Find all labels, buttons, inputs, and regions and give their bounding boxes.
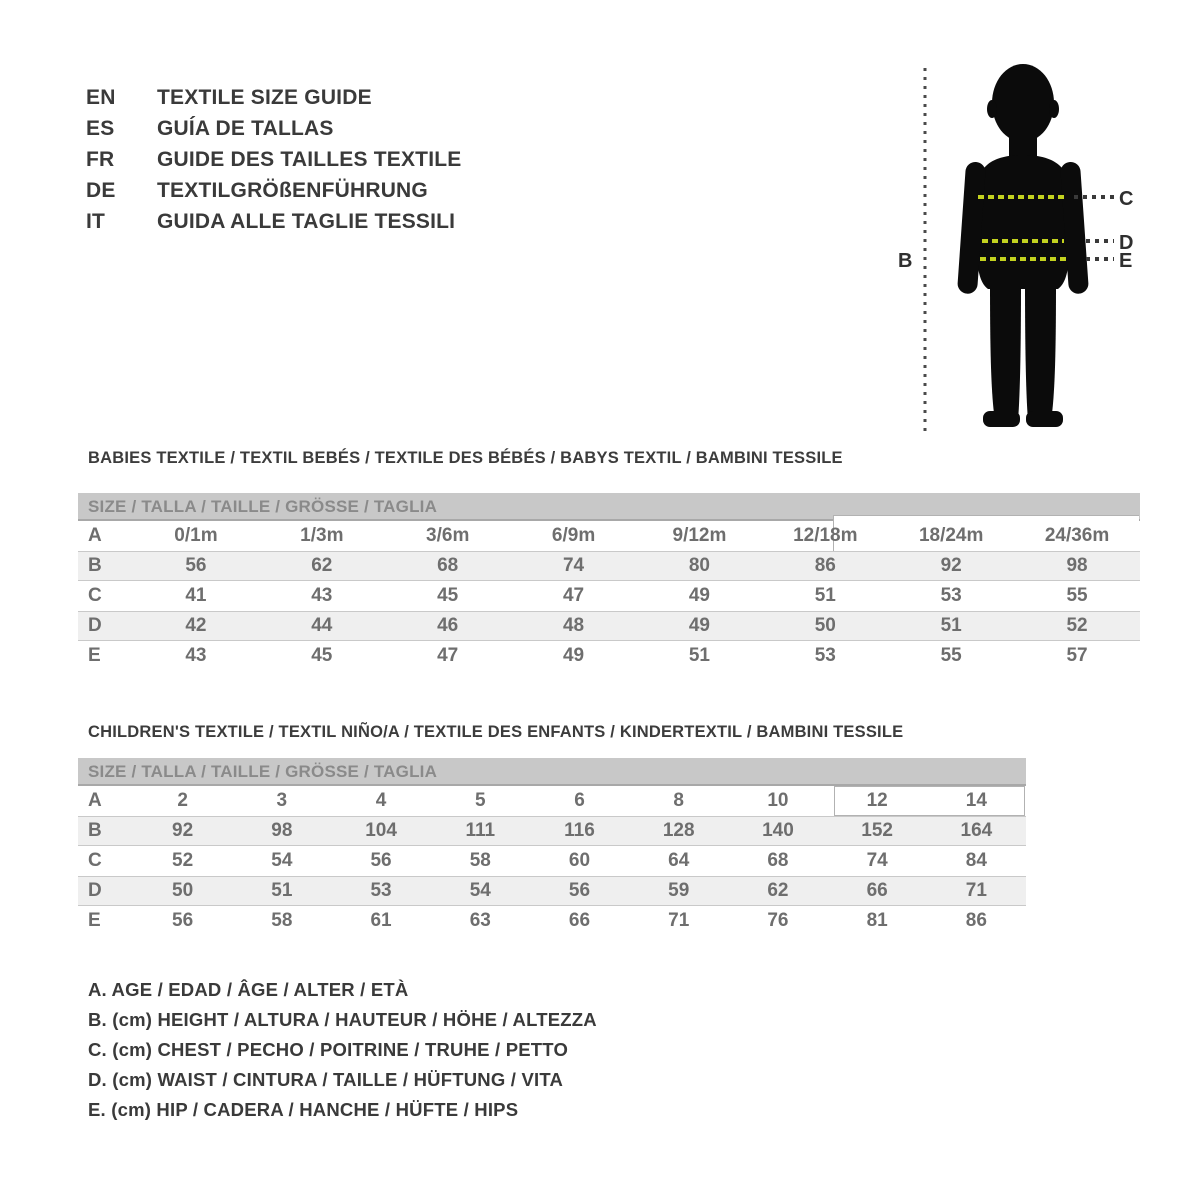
table-cell: 104 (365, 820, 397, 841)
table-cell: 58 (271, 910, 293, 931)
row-label: E (88, 645, 101, 666)
table-cell: 2 (177, 790, 188, 811)
table-cell: 52 (1066, 615, 1088, 636)
legend-line-waist: D. (cm) WAIST / CINTURA / TAILLE / HÜFTUNG / VITA (88, 1069, 564, 1090)
row-label: C (88, 850, 102, 871)
table-cell: 3/6m (426, 525, 470, 546)
language-code: EN (86, 85, 116, 109)
table-row (78, 816, 1026, 846)
row-label: B (88, 820, 102, 841)
children-size-table (78, 758, 1026, 936)
table-cell: 0/1m (174, 525, 218, 546)
table-cell: 56 (172, 910, 194, 931)
table-cell: 98 (1066, 555, 1088, 576)
table-cell: 51 (814, 585, 836, 606)
table-cell: 54 (469, 880, 491, 901)
table-cell: 54 (271, 850, 293, 871)
row-label: C (88, 585, 102, 606)
table-cell: 42 (185, 615, 207, 636)
language-row (86, 206, 461, 237)
table-cell: 6/9m (551, 525, 596, 546)
table-cell: 45 (311, 645, 333, 666)
babies-size-table (78, 493, 1140, 671)
language-row (86, 82, 461, 113)
language-code: DE (86, 178, 116, 202)
table-cell: 56 (185, 555, 207, 576)
language-title: GUIDE DES TAILLES TEXTILE (157, 147, 462, 171)
table-cell: 84 (965, 850, 987, 871)
table-row (78, 641, 1140, 671)
table-cell: 61 (370, 910, 392, 931)
table-cell: 62 (311, 555, 333, 576)
table-cell: 50 (172, 880, 194, 901)
table-cell: 92 (940, 555, 962, 576)
row-label: E (88, 910, 101, 931)
table-cell: 60 (568, 850, 591, 871)
babies-section-title: BABIES TEXTILE / TEXTIL BEBÉS / TEXTILE DES BÉBÉS / BABYS TEXTIL / BAMBINI TESSILE (88, 449, 843, 467)
language-code: IT (86, 209, 106, 233)
child-silhouette-figure (890, 55, 1150, 440)
table-cell: 63 (469, 910, 491, 931)
language-title: TEXTILE SIZE GUIDE (157, 85, 372, 109)
table-row (78, 846, 1026, 876)
table-cell: 50 (814, 615, 836, 636)
legend-line-height: B. (cm) HEIGHT / ALTURA / HAUTEUR / HÖHE / ALTEZZA (88, 1009, 597, 1030)
table-cell: 92 (172, 820, 194, 841)
size-header-band: SIZE / TALLA / TAILLE / GRÖSSE / TAGLIA (78, 758, 1026, 786)
table-cell: 47 (562, 585, 585, 606)
table-cell: 3 (276, 790, 288, 811)
table-cell: 24/36m (1044, 525, 1110, 546)
language-title-list (86, 82, 461, 237)
table-cell: 5 (474, 790, 486, 811)
table-cell: 6 (574, 790, 585, 811)
table-cell: 47 (437, 645, 459, 666)
table-cell: 116 (564, 820, 595, 841)
size-header-band: SIZE / TALLA / TAILLE / GRÖSSE / TAGLIA (78, 493, 1140, 521)
table-cell: 71 (965, 880, 987, 901)
language-row (86, 175, 461, 206)
table-cell: 49 (562, 645, 585, 666)
table-cell: 52 (172, 850, 194, 871)
table-cell: 86 (965, 910, 987, 931)
height-label: B (898, 250, 913, 272)
table-cell: 49 (688, 615, 710, 636)
table-cell: 12/18m (793, 525, 858, 546)
table-row (78, 876, 1026, 906)
language-title: GUÍA DE TALLAS (157, 116, 334, 140)
table-cell: 66 (866, 880, 888, 901)
table-cell: 41 (185, 585, 207, 606)
table-cell: 43 (185, 645, 207, 666)
table-cell: 152 (861, 820, 893, 841)
table-cell: 68 (767, 850, 789, 871)
table-cell: 8 (673, 790, 684, 811)
table-cell: 51 (940, 615, 962, 636)
chest-label: C (1119, 188, 1134, 210)
table-cell: 49 (688, 585, 710, 606)
table-cell: 4 (375, 790, 387, 811)
table-cell: 45 (437, 585, 459, 606)
table-cell: 98 (271, 820, 293, 841)
table-row (78, 521, 1140, 551)
row-label: B (88, 555, 102, 576)
row-label: A (88, 790, 102, 811)
language-code: FR (86, 147, 115, 171)
legend-line-chest: C. (cm) CHEST / PECHO / POITRINE / TRUHE / PETTO (88, 1039, 569, 1060)
table-cell: 64 (668, 850, 690, 871)
child-silhouette (957, 64, 1089, 427)
table-cell: 56 (370, 850, 392, 871)
table-row (78, 906, 1026, 936)
row-label: D (88, 615, 102, 636)
table-cell: 58 (469, 850, 491, 871)
table-cell: 164 (960, 820, 993, 841)
table-cell: 1/3m (300, 525, 344, 546)
table-cell: 18/24m (918, 525, 984, 546)
language-row (86, 113, 461, 144)
babies-table-rows (78, 521, 1140, 671)
table-cell: 68 (437, 555, 459, 576)
table-cell: 111 (465, 820, 496, 841)
table-cell: 62 (767, 880, 789, 901)
table-cell: 80 (688, 555, 710, 576)
table-cell: 51 (688, 645, 710, 666)
table-cell: 59 (668, 880, 690, 901)
table-cell: 57 (1066, 645, 1088, 666)
measurement-figure (890, 55, 1150, 440)
table-row (78, 611, 1140, 641)
table-cell: 48 (562, 615, 585, 636)
language-code: ES (86, 116, 115, 140)
table-cell: 9/12m (672, 525, 727, 546)
table-cell: 10 (767, 790, 789, 811)
table-cell: 55 (940, 645, 962, 666)
hip-label: E (1119, 250, 1133, 272)
waist-label: D (1119, 232, 1134, 254)
table-cell: 44 (311, 615, 333, 636)
table-cell: 53 (940, 585, 962, 606)
table-cell: 74 (866, 850, 888, 871)
row-label: A (88, 525, 102, 546)
table-row (78, 551, 1140, 581)
row-label: D (88, 880, 102, 901)
measurement-legend (88, 975, 597, 1125)
table-cell: 140 (762, 820, 794, 841)
table-cell: 56 (568, 880, 591, 901)
language-row (86, 144, 461, 175)
children-table-rows (78, 786, 1026, 936)
table-cell: 43 (311, 585, 333, 606)
table-row (78, 786, 1026, 816)
legend-line-hip: E. (cm) HIP / CADERA / HANCHE / HÜFTE / HIPS (88, 1099, 519, 1120)
table-cell: 66 (568, 910, 591, 931)
table-cell: 86 (814, 555, 836, 576)
table-cell: 14 (965, 790, 987, 811)
table-cell: 128 (662, 820, 695, 841)
table-cell: 76 (767, 910, 789, 931)
table-cell: 71 (668, 910, 690, 931)
language-title: TEXTILGRÖßENFÜHRUNG (157, 178, 428, 202)
table-cell: 53 (814, 645, 836, 666)
table-cell: 46 (437, 615, 459, 636)
table-cell: 12 (866, 790, 888, 811)
legend-line-age: A. AGE / EDAD / ÂGE / ALTER / ETÀ (88, 979, 409, 1000)
table-cell: 51 (271, 880, 293, 901)
table-cell: 81 (866, 910, 888, 931)
table-row (78, 581, 1140, 611)
table-cell: 55 (1066, 585, 1088, 606)
language-title: GUIDA ALLE TAGLIE TESSILI (157, 209, 456, 233)
table-cell: 74 (562, 555, 585, 576)
table-cell: 53 (370, 880, 392, 901)
children-section-title: CHILDREN'S TEXTILE / TEXTIL NIÑO/A / TEXTILE DES ENFANTS / KINDERTEXTIL / BAMBINI TESSILE (88, 723, 904, 741)
